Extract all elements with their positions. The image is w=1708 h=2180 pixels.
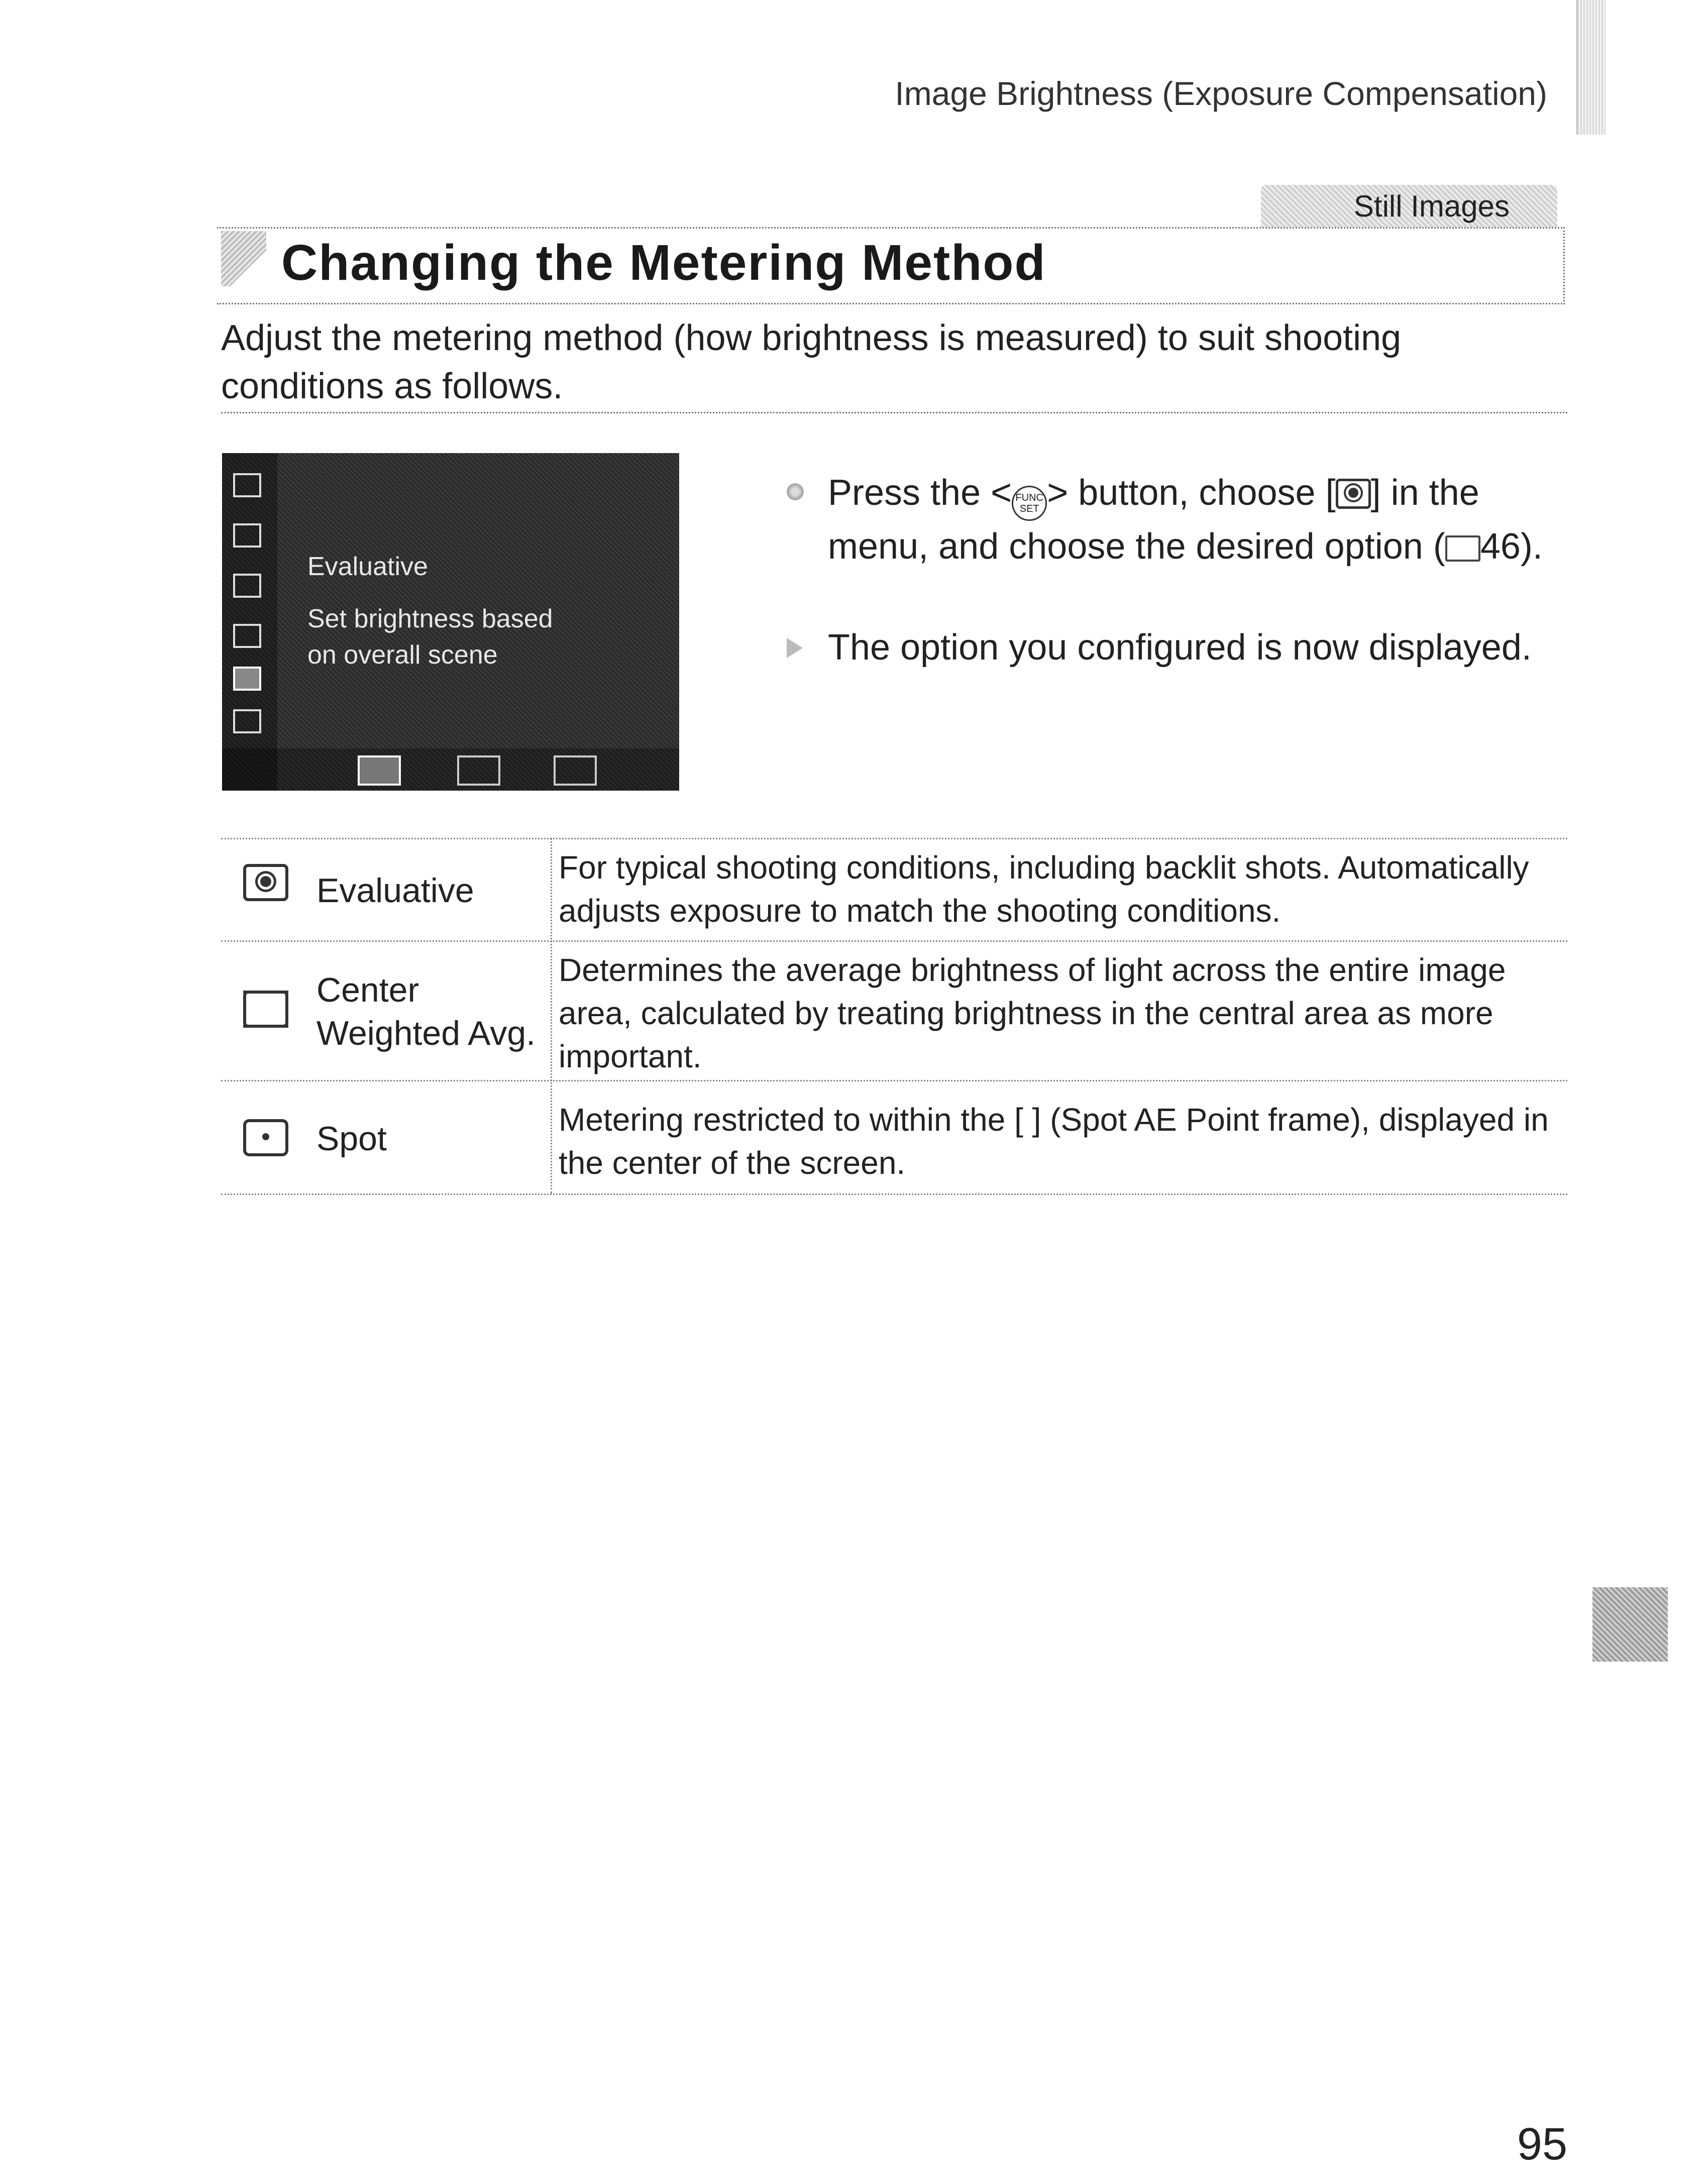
screen-menu-icon (233, 523, 261, 548)
section-intro: Adjust the metering method (how brightness is measured) to suit shooting conditions as follows. (221, 318, 1402, 406)
step-2: The option you configured is now displayed. (828, 627, 1532, 668)
mode-description: Determines the average brightness of light across the entire image area, calculated by treating brightness in the central area as more important. (559, 952, 1506, 1074)
camera-screen-illustration (222, 453, 679, 791)
step1-text: 46). (1480, 526, 1543, 567)
evaluative-metering-icon (1336, 479, 1371, 509)
spot-metering-icon (243, 1119, 288, 1156)
mode-description: Metering restricted to within the [ ] (Spot AE Point frame), displayed in the center of the screen. (559, 1102, 1549, 1181)
step1-text: > button, choose [ (1047, 473, 1336, 513)
mode-name: Center Weighted Avg. (316, 971, 536, 1052)
screen-option-evaluative-icon (358, 755, 401, 786)
screen-menu-icon (233, 473, 261, 497)
func-set-button-icon: FUNC SET (1012, 486, 1047, 521)
divider (221, 412, 1567, 413)
evaluative-metering-icon (243, 864, 288, 901)
center-weighted-metering-icon (243, 991, 288, 1028)
page-reference-icon (1445, 535, 1480, 562)
step-bullet-icon (787, 483, 804, 500)
mode-name: Evaluative (316, 871, 474, 910)
step1-text: Press the < (828, 473, 1012, 513)
mode-name: Spot (316, 1120, 387, 1158)
page-number: 95 (1517, 2119, 1567, 2169)
screen-metering-icon-selected (233, 667, 261, 691)
still-images-badge (1261, 185, 1557, 227)
screen-menu-icon (233, 709, 261, 733)
result-arrow-icon (787, 638, 803, 658)
chapter-side-tab (1592, 1587, 1668, 1662)
screen-menu-icon (233, 574, 261, 598)
table-border (221, 838, 1567, 839)
step1-text: ] in the menu, and choose the desired option ( (828, 473, 1479, 567)
screen-menu-column (222, 453, 277, 791)
table-column-divider (551, 838, 552, 1193)
mode-description: For typical shooting conditions, including backlit shots. Automatically adjusts exposure to match the shooting conditions. (559, 849, 1529, 929)
screen-menu-icon (233, 624, 261, 648)
chapter-side-tab (1576, 0, 1606, 135)
running-header-title: Image Brightness (Exposure Compensation) (895, 75, 1547, 112)
table-border (221, 1193, 1567, 1195)
screen-option-desc: on overall scene (307, 640, 498, 670)
screen-option-desc: Set brightness based (307, 604, 553, 633)
screen-option-spot-icon (554, 755, 597, 786)
step-1 (828, 467, 1571, 572)
table-border (221, 940, 1567, 942)
screen-option-name: Evaluative (307, 552, 428, 581)
badge-label: Still Images (1353, 189, 1510, 223)
section-title: Changing the Metering Method (281, 235, 1046, 291)
screen-option-bar (222, 748, 679, 791)
table-border (221, 1080, 1567, 1081)
screen-option-center-icon (457, 755, 500, 786)
